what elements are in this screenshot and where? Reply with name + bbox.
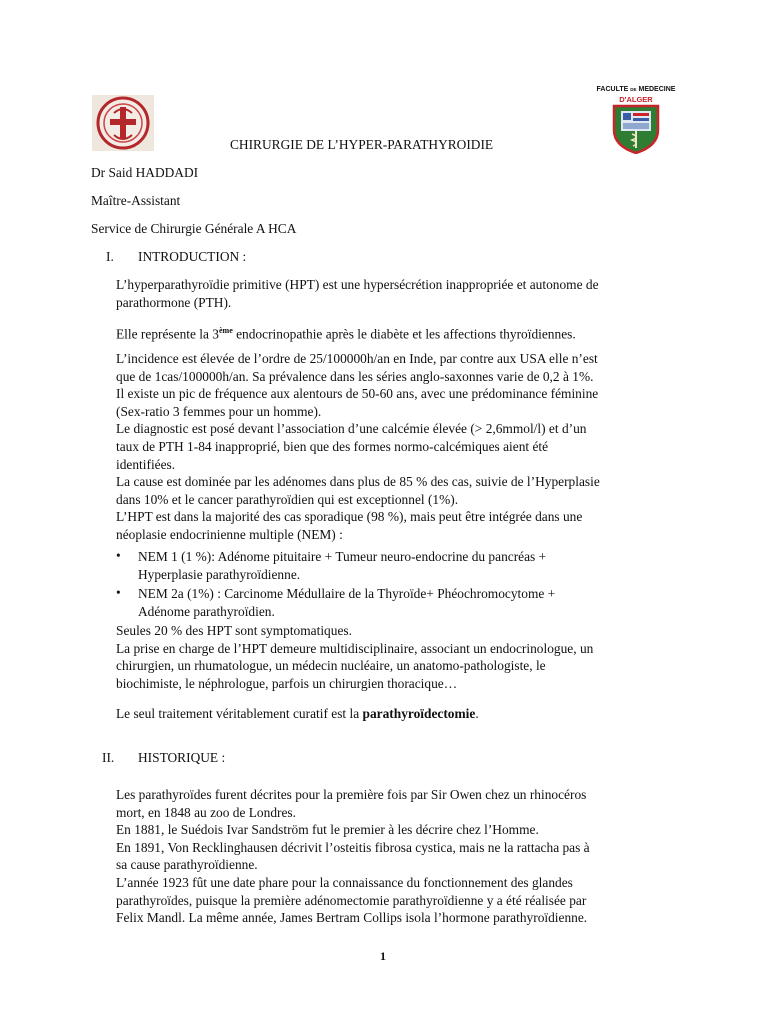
- paragraph-line: parathormone (PTH).: [116, 294, 232, 310]
- bullet-line: NEM 2a (1%) : Carcinome Médullaire de la Thyroïde+ Phéochromocytome +: [138, 586, 556, 601]
- paragraph-line: Seules 20 % des HPT sont symptomatiques.: [116, 623, 352, 638]
- intro-paragraph-4: [116, 622, 686, 692]
- paragraph-line: néoplasie endocrinienne multiple (NEM) :: [116, 526, 343, 542]
- intro-paragraph-5: [116, 705, 686, 723]
- bullet-line: NEM 1 (1 %): Adénome pituitaire + Tumeur neuro-endocrine du pancréas +: [138, 549, 547, 564]
- bullet-item-nem1: [138, 548, 678, 583]
- paragraph-line: Le diagnostic est posé devant l’association d’une calcémie élevée (> 2,6mmol/l) et d’un: [116, 421, 587, 437]
- shield-icon: [612, 104, 660, 154]
- paragraph-line: chirurgien, un rhumatologue, un médecin nucléaire, un anatomo-pathologiste, le: [116, 658, 546, 674]
- paragraph-line: que de 1cas/100000h/an. Sa prévalence dans les séries anglo-saxonnes varie de 0,2 à 1%.: [116, 368, 594, 384]
- faculty-logo-line2: MEDECINE: [638, 86, 676, 93]
- author-name: Dr Said HADDADI: [91, 165, 199, 180]
- left-logo: [92, 95, 154, 151]
- author-role: Maître-Assistant: [91, 193, 181, 208]
- paragraph-line: Les parathyroïdes furent décrites pour la première fois par Sir Owen chez un rhinocéros: [116, 787, 587, 802]
- p5-bold: parathyroïdectomie: [362, 706, 476, 721]
- author-service: Service de Chirurgie Générale A HCA: [91, 221, 297, 236]
- paragraph-line: L’hyperparathyroïdie primitive (HPT) est une hypersécrétion inappropriée et autonome de: [116, 277, 599, 292]
- faculty-logo-line2-small: DE: [630, 87, 637, 92]
- paragraph-line: mort, en 1848 au zoo de Londres.: [116, 804, 296, 820]
- intro-paragraph-1: [116, 276, 686, 311]
- p2-superscript: ème: [218, 326, 233, 335]
- paragraph-line: En 1891, Von Recklinghausen décrivit l’osteitis fibrosa cystica, mais ne la rattacha pas à: [116, 839, 590, 855]
- paragraph-line: En 1881, le Suédois Ivar Sandström fut le premier à les décrire chez l’Homme.: [116, 822, 539, 838]
- bullet-symbol: •: [116, 585, 121, 600]
- bullet-line: Hyperplasie parathyroïdienne.: [138, 566, 301, 582]
- faculty-logo: [596, 86, 676, 154]
- paragraph-line: L’année 1923 fût une date phare pour la connaissance du fonctionnement des glandes: [116, 874, 573, 890]
- paragraph-line: biochimiste, le néphrologue, parfois un chirurgien thoracique…: [116, 675, 458, 691]
- intro-paragraph-2: [116, 322, 686, 343]
- paragraph-line: La cause est dominée par les adénomes dans plus de 85 % des cas, suivie de l’Hyperplasie: [116, 474, 600, 490]
- p5-before: Le seul traitement véritablement curatif est la: [116, 706, 363, 721]
- faculty-logo-line1: FACULTE: [596, 86, 629, 93]
- p5-after: .: [475, 706, 479, 721]
- document-title: CHIRURGIE DE L’HYPER-PARATHYROIDIE: [230, 137, 494, 152]
- bullet-item-nem2a: [138, 585, 678, 620]
- p2-after: endocrinopathie après le diabète et les affections thyroïdiennes.: [232, 326, 576, 342]
- faculty-logo-line3: D'ALGER: [619, 95, 653, 104]
- paragraph-line: L’HPT est dans la majorité des cas sporadique (98 %), mais peut être intégrée dans une: [116, 509, 583, 525]
- paragraph-line: L’incidence est élevée de l’ordre de 25/100000h/an en Inde, par contre aux USA elle n’est: [116, 351, 598, 366]
- section-1-number: I.: [106, 249, 114, 264]
- paragraph-line: Il existe un pic de fréquence aux alentours de 50-60 ans, avec une prédominance féminine: [116, 386, 599, 402]
- page-number: 1: [380, 949, 386, 963]
- paragraph-line: La prise en charge de l’HPT demeure multidisciplinaire, associant un endocrinologue, un: [116, 640, 594, 656]
- paragraph-line: sa cause parathyroïdienne.: [116, 857, 258, 873]
- intro-paragraph-3: [116, 350, 686, 544]
- section-1-heading: INTRODUCTION :: [138, 249, 247, 264]
- p2-before: Elle représente la 3: [116, 326, 219, 342]
- bullet-line: Adénome parathyroïdien.: [138, 603, 275, 619]
- bullet-symbol: •: [116, 548, 121, 563]
- paragraph-line: identifiées.: [116, 456, 176, 472]
- paragraph-line: taux de PTH 1-84 inapproprié, bien que des formes normo-calcémiques aient été: [116, 438, 549, 454]
- paragraph-line: Felix Mandl. La même année, James Bertram Collips isola l’hormone parathyroïdienne.: [116, 910, 588, 926]
- paragraph-line: (Sex-ratio 3 femmes pour un homme).: [116, 403, 322, 419]
- paragraph-line: dans 10% et le cancer parathyroïdien qui est exceptionnel (1%).: [116, 491, 459, 507]
- paragraph-line: parathyroïdes, puisque la première adénomectomie parathyroïdienne y a été réalisée par: [116, 892, 587, 908]
- history-paragraph: [116, 786, 686, 927]
- section-2-heading: HISTORIQUE :: [138, 750, 226, 765]
- section-2-number: II.: [102, 750, 115, 765]
